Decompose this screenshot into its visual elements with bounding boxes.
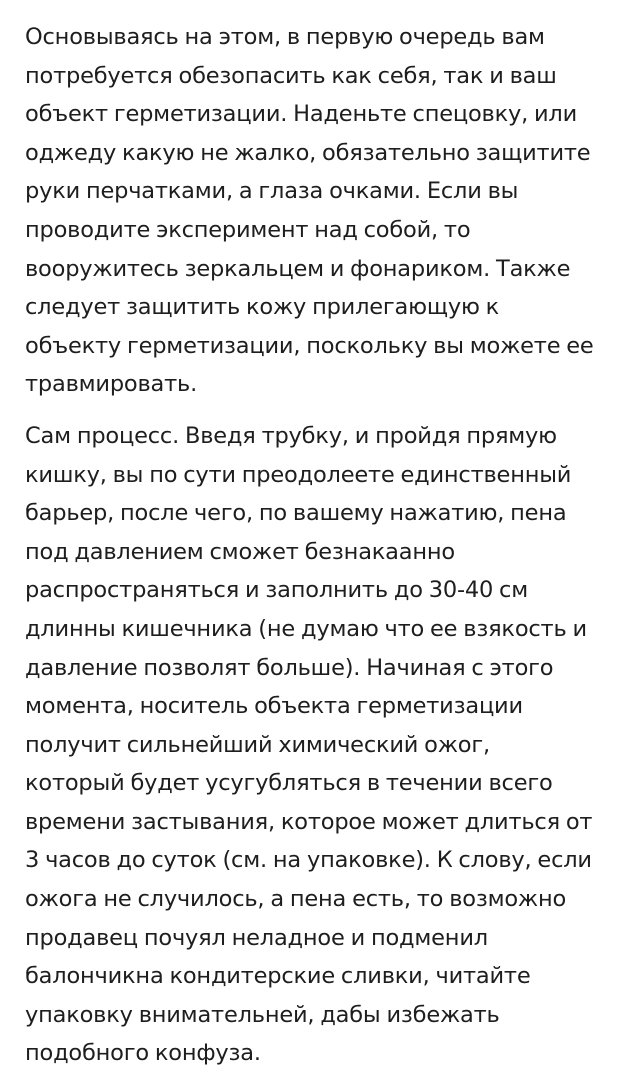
text-line: барьер, после чего, по вашему нажатию, пена (25, 500, 567, 527)
text-line: Основываясь на этом, в первую очередь вам (25, 24, 545, 50)
text-line: следует защитить кожу прилегающую к (25, 294, 500, 321)
text-line: вооружитесь зеркальцем и фонариком. Также (25, 255, 571, 282)
text-line: упаковку внимательней, дабы избежать (25, 1001, 500, 1028)
text-line: оджеду какую не жалко, обязательно защитите (25, 139, 591, 166)
text-line: проводите эксперимент над собой, то (25, 216, 471, 243)
paragraph-safety (25, 18, 607, 404)
text-line: балончикна кондитерские сливки, читайте (25, 963, 531, 990)
text-line: давление позволят больше). Начиная с этого (25, 654, 554, 681)
text-line: длинны кишечника (не думаю что ее взякость и (25, 615, 587, 642)
text-line: под давлением сможет безнакаанно (25, 538, 455, 565)
text-line: получит сильнейший химический ожог, (25, 731, 490, 758)
text-line: кишку, вы по сути преодолеете единственный (25, 461, 572, 488)
text-line: распространяться и заполнить до 30-40 см (25, 577, 529, 604)
text-line: времени застывания, которое может длиться от (25, 808, 593, 835)
text-line: объект герметизации. Наденьте спецовку, или (25, 101, 578, 128)
text-line: потребуется обезопасить как себя, так и ваш (25, 62, 557, 89)
text-line: Сам процесс. Введя трубку, и пройдя прямую (25, 422, 557, 449)
text-line: ожога не случилось, а пена есть, то возможно (25, 886, 567, 913)
text-line: 3 часов до суток (см. на упаковке). К слову, если (25, 847, 592, 874)
text-line: травмировать. (25, 371, 198, 398)
text-line: руки перчатками, а глаза очками. Если вы (25, 178, 519, 205)
text-line: подобного конфуза. (25, 1040, 261, 1067)
text-line: продавец почуял неладное и подменил (25, 924, 488, 951)
text-line: момента, носитель объекта герметизации (25, 693, 523, 720)
text-line: объекту герметизации, поскольку вы можете ее (25, 332, 594, 359)
text-line: который будет усугубляться в течении всего (25, 770, 553, 797)
paragraph-process (25, 417, 607, 1073)
